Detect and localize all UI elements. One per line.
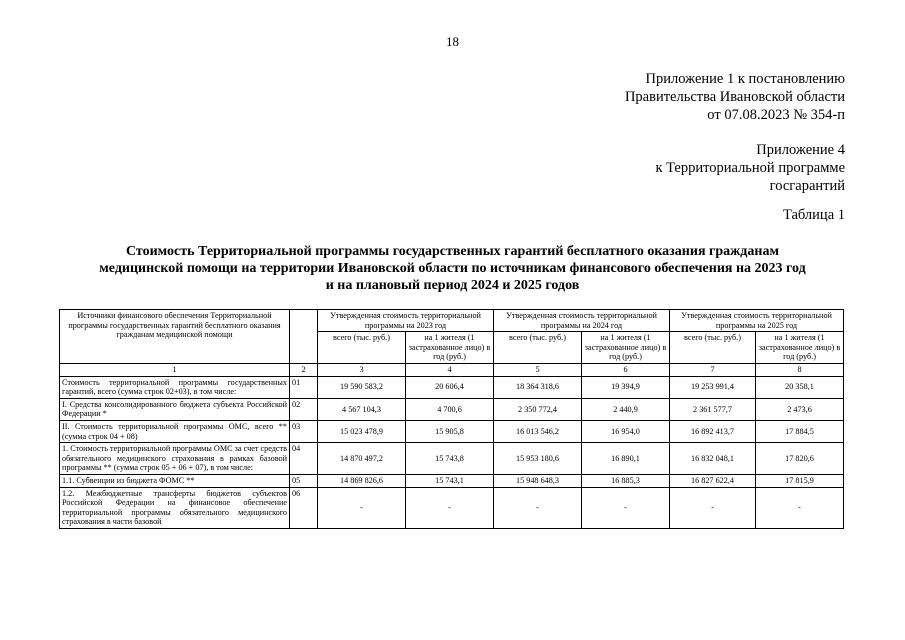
header-total-2024: всего (тыс. руб.)	[494, 332, 582, 364]
title-line-2: медицинской помощи на территории Ивановской области по источникам финансового обеспечения на 2023 год	[99, 261, 806, 276]
value-total-2023: 15 023 478,9	[318, 420, 406, 442]
value-total-2025: 2 361 577,7	[670, 398, 756, 420]
value-per-capita-2023: 15 743,1	[406, 474, 494, 487]
table-row	[60, 420, 844, 442]
value-per-capita-2023: 15 905,8	[406, 420, 494, 442]
column-number: 2	[290, 363, 318, 376]
appendix-4-line-2: к Территориальной программе	[655, 160, 845, 176]
financing-table	[59, 309, 844, 529]
value-per-capita-2024: 16 954,0	[582, 420, 670, 442]
appendix-4-line-3: госгарантий	[769, 178, 845, 194]
value-per-capita-2023: 20 606,4	[406, 376, 494, 398]
header-total-2025: всего (тыс. руб.)	[670, 332, 756, 364]
value-per-capita-2025: 2 473,6	[756, 398, 844, 420]
value-per-capita-2025: 20 358,1	[756, 376, 844, 398]
row-source: 1.1. Субвенции из бюджета ФОМС **	[60, 474, 290, 487]
value-total-2025: 16 832 048,1	[670, 443, 756, 475]
column-number: 6	[582, 363, 670, 376]
appendix-4-line-1: Приложение 4	[756, 142, 845, 158]
header-2024: Утвержденная стоимость территориальной программы на 2024 год	[494, 310, 670, 332]
appendix-4-header	[655, 141, 845, 195]
row-code: 03	[290, 420, 318, 442]
row-source: II. Стоимость территориальной программы ОМС, всего ** (сумма строк 04 + 08)	[60, 420, 290, 442]
appendix-1-line-3: от 07.08.2023 № 354-п	[707, 107, 845, 123]
value-total-2025: 16 827 622,4	[670, 474, 756, 487]
value-total-2024: 15 948 648,3	[494, 474, 582, 487]
header-2025: Утвержденная стоимость территориальной программы на 2025 год	[670, 310, 844, 332]
appendix-1-line-1: Приложение 1 к постановлению	[645, 71, 845, 87]
value-total-2025: 19 253 991,4	[670, 376, 756, 398]
value-total-2023: 14 870 497,2	[318, 443, 406, 475]
header-per-capita-2025: на 1 жителя (1 застрахованное лицо) в год (руб.)	[756, 332, 844, 364]
value-total-2024: -	[494, 487, 582, 528]
column-number-row	[60, 363, 844, 376]
value-per-capita-2025: 17 884,5	[756, 420, 844, 442]
value-per-capita-2024: 19 394,9	[582, 376, 670, 398]
row-code: 05	[290, 474, 318, 487]
table-row	[60, 398, 844, 420]
value-total-2025: -	[670, 487, 756, 528]
value-per-capita-2023: 4 700,6	[406, 398, 494, 420]
table-row	[60, 487, 844, 528]
value-per-capita-2024: 2 440,9	[582, 398, 670, 420]
header-per-capita-2024: на 1 жителя (1 застрахованное лицо) в год (руб.)	[582, 332, 670, 364]
appendix-1-line-2: Правительства Ивановской области	[624, 89, 845, 105]
appendix-1-header	[625, 70, 845, 124]
column-number: 7	[670, 363, 756, 376]
value-total-2024: 18 364 318,6	[494, 376, 582, 398]
value-total-2023: 4 567 104,3	[318, 398, 406, 420]
header-code	[290, 310, 318, 364]
row-source: I. Средства консолидированного бюджета субъекта Российской Федерации *	[60, 398, 290, 420]
table-label: Таблица 1	[782, 207, 845, 223]
value-total-2024: 16 013 546,2	[494, 420, 582, 442]
row-code: 06	[290, 487, 318, 528]
page-number: 18	[446, 34, 459, 49]
value-total-2023: 19 590 583,2	[318, 376, 406, 398]
value-per-capita-2025: 17 815,9	[756, 474, 844, 487]
value-per-capita-2024: -	[582, 487, 670, 528]
title-line-3: и на плановый период 2024 и 2025 годов	[325, 278, 580, 293]
value-total-2024: 2 350 772,4	[494, 398, 582, 420]
table-row	[60, 376, 844, 398]
header-row-1	[60, 310, 844, 332]
value-per-capita-2025: 17 820,6	[756, 443, 844, 475]
value-per-capita-2023: 15 743,8	[406, 443, 494, 475]
header-per-capita-2023: на 1 жителя (1 застрахованное лицо) в год (руб.)	[406, 332, 494, 364]
header-2023: Утвержденная стоимость территориальной программы на 2023 год	[318, 310, 494, 332]
column-number: 4	[406, 363, 494, 376]
row-code: 04	[290, 443, 318, 475]
row-source: Стоимость территориальной программы государственных гарантий, всего (сумма строк 02+03), в том числе:	[60, 376, 290, 398]
table-row	[60, 474, 844, 487]
value-per-capita-2024: 16 890,1	[582, 443, 670, 475]
header-total-2023: всего (тыс. руб.)	[318, 332, 406, 364]
table-row	[60, 443, 844, 475]
document-title	[40, 243, 865, 294]
column-number: 3	[318, 363, 406, 376]
column-number: 8	[756, 363, 844, 376]
row-source: 1.2. Межбюджетные трансферты бюджетов субъектов Российской Федерации на финансовое обеспечение территориальной программы обязательного медицинского страхования в части базовой	[60, 487, 290, 528]
column-number: 1	[60, 363, 290, 376]
value-total-2023: 14 869 826,6	[318, 474, 406, 487]
title-line-1: Стоимость Территориальной программы государственных гарантий бесплатного оказания гражданам	[125, 244, 779, 259]
row-source: 1. Стоимость территориальной программы ОМС за счет средств обязательного медицинского страхования в рамках базовой программы ** (сумма строк 05 + 06 + 07), в том числе:	[60, 443, 290, 475]
column-number: 5	[494, 363, 582, 376]
value-per-capita-2025: -	[756, 487, 844, 528]
value-per-capita-2024: 16 885,3	[582, 474, 670, 487]
row-code: 01	[290, 376, 318, 398]
value-total-2023: -	[318, 487, 406, 528]
value-total-2024: 15 953 180,6	[494, 443, 582, 475]
value-per-capita-2023: -	[406, 487, 494, 528]
value-total-2025: 16 892 413,7	[670, 420, 756, 442]
row-code: 02	[290, 398, 318, 420]
header-source: Источники финансового обеспечения Территориальной программы государственных гарантий бесплатного оказания гражданам медицинской помощи	[60, 310, 290, 364]
